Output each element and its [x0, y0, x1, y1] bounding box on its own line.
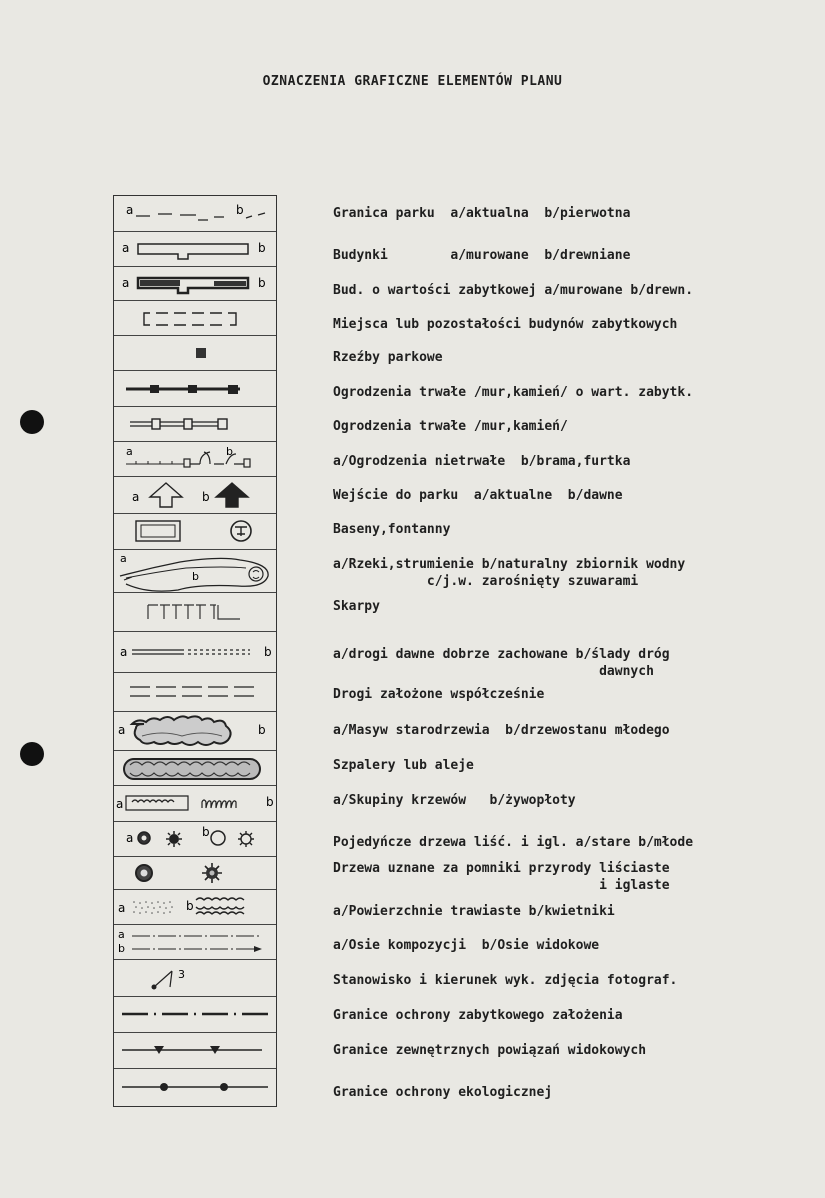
- symbol-photo-point: [114, 960, 276, 997]
- symbol-tree-stands: [114, 712, 276, 751]
- symbol-park-entrance: [114, 477, 276, 514]
- symbol-permanent-fence: [114, 407, 276, 442]
- symbol-single-trees: [114, 822, 276, 857]
- legend-desc-eco-protection: Granice ochrony ekologicznej: [333, 1085, 553, 1100]
- symbol-historic-buildings: [114, 267, 276, 301]
- legend-desc-building-remains: Miejsca lub pozostałości budynów zabytkowych: [333, 317, 678, 332]
- symbol-tree-rows: [114, 751, 276, 786]
- symbol-rivers-ponds: [114, 550, 276, 593]
- binder-hole-top: [20, 410, 44, 434]
- conifer-monument-icon: [202, 863, 222, 883]
- building-remains-symbol: [114, 301, 276, 335]
- modern-roads-symbol: [114, 673, 276, 711]
- shrubs-hedges-symbol: [114, 786, 276, 821]
- legend-symbol-column: [113, 195, 277, 1107]
- legend-desc-tree-rows: Szpalery lub aleje: [333, 758, 474, 773]
- symbol-buildings: [114, 232, 276, 267]
- label-a: a: [120, 552, 127, 565]
- symbol-axes: [114, 925, 276, 960]
- legend-desc-view-links: Granice zewnętrznych powiązań widokowych: [333, 1043, 647, 1058]
- legend-desc-heritage-protection: Granice ochrony zabytkowego założenia: [333, 1008, 623, 1023]
- legend-desc-permanent-fence: Ogrodzenia trwałe /mur,kamień/: [333, 419, 568, 434]
- label-a: a: [118, 901, 126, 915]
- symbol-sculpture: [114, 336, 276, 371]
- legend-desc-shrubs-hedges: a/Skupiny krzewów b/żywopłoty: [333, 793, 576, 808]
- symbol-old-roads: [114, 632, 276, 673]
- conifer-old-icon: [166, 831, 182, 847]
- temporary-fence-gate-symbol: [114, 442, 276, 476]
- legend-desc-rivers-ponds: a/Rzeki,strumienie b/naturalny zbiornik wodny c/j.w. zarośnięty szuwarami: [333, 557, 686, 589]
- label-b: b: [202, 490, 210, 504]
- legend-desc-pools-fountains: Baseny,fontanny: [333, 522, 451, 537]
- view-links-symbol: [114, 1033, 276, 1068]
- symbol-park-boundary: [114, 196, 276, 232]
- label-a: a: [122, 276, 130, 290]
- legend-desc-escarpments: Skarpy: [333, 599, 380, 614]
- symbol-historic-fence: [114, 371, 276, 407]
- symbol-view-links: [114, 1033, 276, 1069]
- natural-monuments-symbol: [114, 857, 276, 889]
- label-b: b: [192, 570, 199, 583]
- label-b: b: [258, 241, 266, 255]
- label-a: a: [116, 797, 124, 811]
- park-boundary-symbol: [114, 196, 276, 231]
- legend-desc-tree-stands: a/Masyw starodrzewia b/drzewostanu młodego: [333, 723, 670, 738]
- legend-desc-temporary-fence-gate: a/Ogrodzenia nietrwałe b/brama,furtka: [333, 454, 631, 469]
- symbol-escarpments: [114, 593, 276, 632]
- legend-desc-park-boundary: Granica parku a/aktualna b/pierwotna: [333, 206, 631, 221]
- photo-number: 3: [178, 968, 185, 981]
- eco-protection-symbol: [114, 1069, 276, 1106]
- lawn-dots: [133, 901, 173, 914]
- legend-desc-natural-monuments: Drzewa uznane za pomniki przyrody liściaste i iglaste: [333, 861, 670, 893]
- axes-symbol: [114, 925, 276, 959]
- photo-point-symbol: [114, 960, 276, 996]
- old-roads-symbol: [114, 632, 276, 672]
- label-b: b: [266, 795, 274, 809]
- conifer-young-icon: [238, 831, 254, 847]
- historic-buildings-symbol: [114, 267, 276, 300]
- symbol-modern-roads: [114, 673, 276, 712]
- sculpture-symbol: [114, 336, 276, 370]
- symbol-heritage-protection: [114, 997, 276, 1033]
- legend-desc-historic-fence: Ogrodzenia trwałe /mur,kamień/ o wart. zabytk.: [333, 385, 694, 400]
- label-b: b: [226, 445, 233, 458]
- symbol-building-remains: [114, 301, 276, 336]
- label-b: b: [186, 899, 194, 913]
- binder-hole-bottom: [20, 742, 44, 766]
- rivers-ponds-symbol: [114, 550, 276, 592]
- lawns-flowerbeds-symbol: [114, 890, 276, 924]
- historic-fence-symbol: [114, 371, 276, 406]
- legend-desc-historic-buildings: Bud. o wartości zabytkowej a/murowane b/drewn.: [333, 283, 694, 298]
- label-b: b: [264, 645, 272, 659]
- permanent-fence-symbol: [114, 407, 276, 441]
- symbol-pools-fountains: [114, 514, 276, 550]
- symbol-eco-protection: [114, 1069, 276, 1106]
- label-b: b: [258, 723, 266, 737]
- symbol-lawns-flowerbeds: [114, 890, 276, 925]
- symbol-shrubs-hedges: [114, 786, 276, 822]
- label-a: a: [126, 445, 133, 458]
- legend-desc-buildings: Budynki a/murowane b/drewniane: [333, 248, 631, 263]
- legend-desc-park-entrance: Wejście do parku a/aktualne b/dawne: [333, 488, 623, 503]
- label-a: a: [126, 831, 134, 845]
- label-a: a: [118, 723, 126, 737]
- label-b: b: [236, 203, 244, 217]
- park-entrance-symbol: [114, 477, 276, 513]
- tree-stands-symbol: [114, 712, 276, 750]
- label-a: a: [120, 645, 128, 659]
- label-a: a: [118, 928, 125, 941]
- page-title: OZNACZENIA GRAFICZNE ELEMENTÓW PLANU: [262, 74, 563, 89]
- label-b: b: [258, 276, 266, 290]
- label-b: b: [202, 825, 210, 839]
- escarpments-symbol: [114, 593, 276, 631]
- buildings-symbol: [114, 232, 276, 266]
- symbol-natural-monuments: [114, 857, 276, 890]
- heritage-protection-symbol: [114, 997, 276, 1032]
- label-a: a: [132, 490, 140, 504]
- legend-desc-single-trees: Pojedyńcze drzewa liść. i igl. a/stare b/młode: [333, 835, 694, 850]
- symbol-temporary-fence-gate: [114, 442, 276, 477]
- label-a: a: [126, 203, 134, 217]
- legend-desc-sculpture: Rzeźby parkowe: [333, 350, 443, 365]
- tree-rows-symbol: [114, 751, 276, 785]
- legend-desc-lawns-flowerbeds: a/Powierzchnie trawiaste b/kwietniki: [333, 904, 615, 919]
- pools-fountains-symbol: [114, 514, 276, 549]
- legend-desc-old-roads: a/drogi dawne dobrze zachowane b/ślady dróg dawnych: [333, 647, 670, 679]
- label-a: a: [122, 241, 130, 255]
- legend-desc-photo-point: Stanowisko i kierunek wyk. zdjęcia fotograf.: [333, 973, 678, 988]
- legend-desc-modern-roads: Drogi założone współcześnie: [333, 687, 545, 702]
- single-trees-symbol: [114, 822, 276, 856]
- legend-desc-axes: a/Osie kompozycji b/Osie widokowe: [333, 938, 600, 953]
- label-b: b: [118, 942, 125, 955]
